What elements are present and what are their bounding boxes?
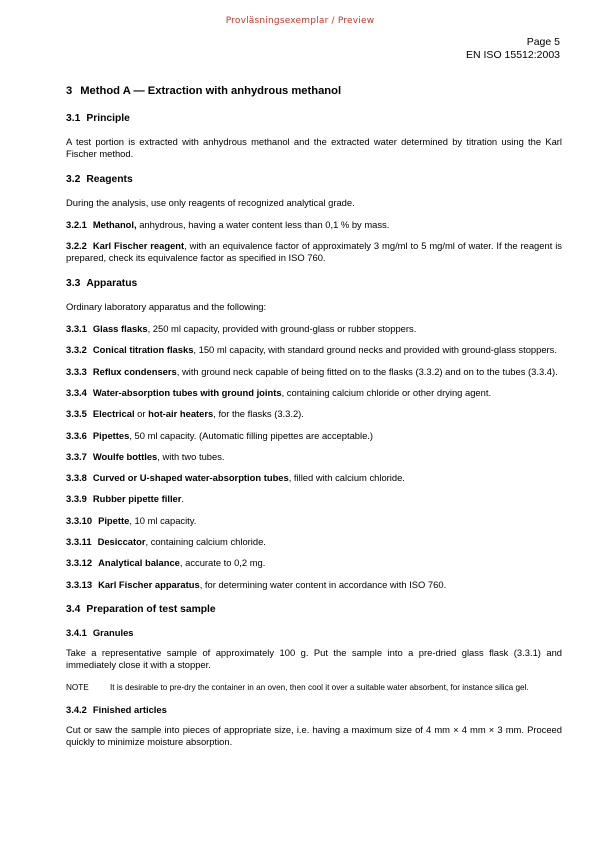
apparatus-item (66, 387, 562, 399)
item-text: , 50 ml capacity. (Automatic filling pipettes are acceptable.) (129, 429, 374, 441)
reagent-item (66, 240, 562, 265)
item-text: , for determining water content in accordance with ISO 760. (199, 578, 447, 590)
item-name: Electrical (92, 408, 135, 420)
subsection-heading-reagents (66, 173, 562, 186)
item-number: 3.3.13 (66, 578, 93, 590)
subsection-heading-principle (66, 112, 562, 125)
apparatus-item (66, 515, 562, 527)
item-name: Karl Fischer reagent (92, 240, 185, 252)
preview-watermark-label: Provläsningsexemplar / Preview (225, 16, 375, 26)
item-number: 3.3.12 (66, 557, 93, 569)
reagent-item (66, 219, 562, 231)
item-number: 3.3.3 (66, 365, 87, 377)
item-name: Woulfe bottles (92, 450, 158, 462)
subsection-title: Apparatus (86, 277, 138, 289)
apparatus-item (66, 579, 562, 591)
section-number: 3 (66, 85, 73, 97)
subsection-number: 3.3 (66, 277, 81, 289)
item-text: , containing calcium chloride. (145, 536, 266, 548)
standard-reference: EN ISO 15512:2003 (466, 49, 560, 61)
page-number: Page 5 (526, 36, 560, 48)
item-text: , filled with calcium chloride. (288, 472, 405, 484)
item-name: Rubber pipette filler (92, 493, 182, 505)
section-title: Method A — Extraction with anhydrous methanol (80, 85, 342, 97)
item-text: , with an equivalence factor of approximately 3 mg/ml to 5 mg/ml of water. If the reagent is prepared, check its equivalence factor as specified in ISO 760. (66, 240, 562, 264)
subsection-heading-preparation (66, 603, 562, 616)
item-number: 3.3.9 (66, 493, 87, 505)
item-number: 3.2.2 (66, 240, 87, 252)
subsection-heading-apparatus (66, 277, 562, 290)
item-name: Water-absorption tubes with ground joints (92, 386, 282, 398)
apparatus-item (66, 557, 562, 569)
note-text: It is desirable to pre-dry the container in an oven, then cool it over a suitable water absorbent, for instance silica gel. (110, 682, 529, 692)
item-name: Karl Fischer apparatus (98, 578, 200, 590)
item-number: 3.3.11 (66, 536, 92, 548)
item-name: Pipette (98, 514, 130, 526)
item-number: 3.3.4 (66, 386, 87, 398)
item-text: , 250 ml capacity, provided with ground-glass or rubber stoppers. (147, 323, 417, 335)
subsection-number: 3.1 (66, 113, 81, 124)
subsection-title: Preparation of test sample (86, 603, 216, 615)
item-text: or (134, 408, 149, 420)
item-name: Reflux condensers (92, 365, 177, 377)
item-name: Curved or U-shaped water-absorption tubes (92, 472, 289, 484)
item-text: . (181, 493, 185, 505)
note (66, 682, 562, 693)
item-number: 3.3.2 (66, 344, 87, 356)
clause-title: Granules (92, 626, 134, 638)
subsection-number: 3.2 (66, 173, 81, 185)
apparatus-item (66, 344, 562, 356)
note-tag: NOTE (66, 682, 89, 692)
apparatus-item (66, 408, 562, 420)
item-name: Analytical balance (98, 557, 180, 569)
clause-number: 3.4.1 (66, 626, 87, 638)
item-name: Glass flasks (92, 323, 148, 335)
item-number: 3.3.6 (66, 429, 87, 441)
subsection-title: Principle (86, 113, 130, 124)
clause-heading-finished-articles (66, 704, 562, 716)
reagents-intro: During the analysis, use only reagents of recognized analytical grade. (66, 196, 355, 208)
item-text: anhydrous, having a water content less than 0,1 % by mass. (136, 218, 390, 230)
subsection-number: 3.4 (66, 603, 81, 615)
section-heading (66, 84, 562, 98)
apparatus-item (66, 366, 562, 378)
item-text: , with ground neck capable of being fitted on to the flasks (3.3.2) and on to the tubes (3.3.4). (176, 365, 558, 377)
item-name-secondary: hot-air heaters (148, 408, 214, 420)
apparatus-item (66, 536, 562, 548)
subsection-title: Reagents (86, 173, 133, 185)
item-number: 3.2.1 (66, 218, 87, 230)
clause-number: 3.4.2 (66, 703, 87, 715)
item-number: 3.3.8 (66, 472, 87, 484)
item-text: , containing calcium chloride or other drying agent. (281, 386, 492, 398)
item-text: , for the flasks (3.3.2). (213, 408, 304, 420)
item-number: 3.3.5 (66, 408, 87, 420)
item-name: Pipettes (92, 429, 130, 441)
item-name: Conical titration flasks (92, 344, 194, 356)
apparatus-intro: Ordinary laboratory apparatus and the following: (66, 300, 267, 312)
page-header (466, 36, 560, 62)
item-text: , accurate to 0,2 mg. (179, 557, 266, 569)
clause-title: Finished articles (92, 703, 167, 715)
document-body (66, 84, 562, 758)
granules-text: Take a representative sample of approximately 100 g. Put the sample into a pre-dried glass flask (3.3.1) and immediately close it with a stopper. (66, 646, 562, 671)
clause-heading-granules (66, 627, 562, 639)
item-text: , 150 ml capacity, with standard ground necks and provided with ground-glass stoppers. (193, 344, 557, 356)
apparatus-item (66, 493, 562, 505)
item-text: , 10 ml capacity. (129, 514, 197, 526)
item-text: , with two tubes. (157, 450, 225, 462)
apparatus-item (66, 472, 562, 484)
item-number: 3.3.1 (66, 323, 87, 335)
apparatus-item (66, 323, 562, 335)
item-number: 3.3.7 (66, 450, 87, 462)
apparatus-item (66, 430, 562, 442)
item-name: Methanol, (92, 218, 137, 230)
apparatus-item (66, 451, 562, 463)
finished-articles-text: Cut or saw the sample into pieces of appropriate size, i.e. having a maximum size of 4 mm × 4 mm × 3 mm. Proceed quickly to minimize moisture absorption. (66, 723, 562, 747)
item-name: Desiccator (97, 536, 146, 548)
item-number: 3.3.10 (66, 514, 93, 526)
principle-text: A test portion is extracted with anhydrous methanol and the extracted water determined by titration using the Karl Fischer method. (66, 136, 562, 160)
